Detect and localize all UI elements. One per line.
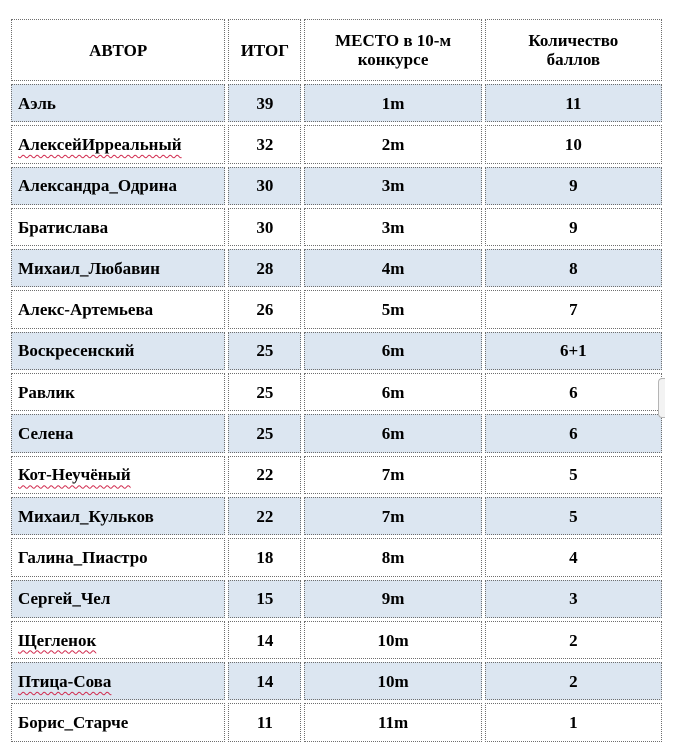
total-cell [228,703,301,741]
place-cell-text: 10m [377,630,409,650]
place-cell [304,538,481,576]
table-row [11,538,662,576]
points-cell [485,538,662,576]
total-cell [228,414,301,452]
table-row [11,497,662,535]
author-cell [11,167,225,205]
total-cell-text: 22 [256,506,274,526]
total-cell [228,290,301,328]
author-cell-text: Галина_Пиастро [18,547,148,567]
place-cell [304,373,481,411]
table-row [11,662,662,700]
header-points: Количество баллов [485,19,662,81]
points-cell-text: 10 [564,134,582,154]
points-cell [485,208,662,246]
place-cell [304,703,481,741]
author-cell [11,84,225,122]
place-cell-text: 4m [381,258,405,278]
place-cell [304,621,481,659]
table-row [11,208,662,246]
place-cell-text: 6m [381,341,405,361]
table-row [11,414,662,452]
place-cell [304,84,481,122]
points-cell [485,249,662,287]
header-row [11,19,662,81]
total-cell [228,125,301,163]
author-cell-text: Равлик [18,382,75,402]
total-cell-text: 30 [256,176,274,196]
author-cell [11,580,225,618]
points-cell [485,497,662,535]
author-cell-text: Братислава [18,217,109,237]
place-cell [304,208,481,246]
points-cell [485,580,662,618]
place-cell [304,662,481,700]
place-cell [304,249,481,287]
table-row [11,703,662,741]
table-row [11,249,662,287]
author-cell [11,538,225,576]
table-row [11,290,662,328]
author-cell [11,208,225,246]
total-cell-text: 25 [256,424,274,444]
total-cell [228,497,301,535]
author-cell-text: Щегленок [18,630,97,650]
points-cell [485,290,662,328]
place-cell-text: 7m [381,465,405,485]
points-cell [485,125,662,163]
total-cell-text: 30 [256,217,274,237]
place-cell [304,290,481,328]
total-cell [228,84,301,122]
total-cell-text: 15 [256,589,274,609]
header-total: ИТОГ [228,19,301,81]
author-cell-text: Селена [18,424,74,444]
place-cell-text: 9m [381,589,405,609]
author-cell-text: Сергей_Чел [18,589,111,609]
table-row [11,332,662,370]
table-body [11,84,662,742]
author-cell-text: АлексейИрреальный [18,134,182,154]
author-cell [11,249,225,287]
place-cell [304,167,481,205]
points-cell-text: 8 [569,258,578,278]
total-cell-text: 39 [256,93,274,113]
points-cell-text: 6 [569,424,578,444]
points-cell-text: 11 [565,93,582,113]
table-row [11,456,662,494]
total-cell-text: 32 [256,134,274,154]
author-cell [11,332,225,370]
points-cell-text: 2 [569,630,578,650]
author-cell-text: Птица-Сова [18,671,112,691]
points-cell [485,332,662,370]
points-cell [485,414,662,452]
place-cell [304,456,481,494]
total-cell-text: 18 [256,547,274,567]
total-cell [228,332,301,370]
author-cell-text: Кот-Неучёный [18,465,131,485]
points-cell-text: 3 [569,589,578,609]
table-row [11,621,662,659]
place-cell-text: 1m [381,93,405,113]
total-cell [228,662,301,700]
author-cell-text: Алекс-Артемьева [18,300,154,320]
author-cell-text: Михаил_Кульков [18,506,154,526]
total-cell-text: 26 [256,300,274,320]
table-row [11,167,662,205]
points-cell-text: 6 [569,382,578,402]
table-row [11,373,662,411]
place-cell-text: 3m [381,217,405,237]
total-cell-text: 11 [256,713,273,733]
points-cell [485,456,662,494]
place-cell-text: 2m [381,134,405,154]
place-cell [304,580,481,618]
place-cell-text: 8m [381,547,405,567]
author-cell [11,621,225,659]
place-cell [304,125,481,163]
table-row [11,580,662,618]
author-cell [11,414,225,452]
total-cell [228,167,301,205]
points-cell-text: 5 [569,506,578,526]
place-cell-text: 10m [377,671,409,691]
place-cell-text: 3m [381,176,405,196]
total-cell [228,621,301,659]
points-cell [485,703,662,741]
total-cell [228,456,301,494]
author-cell-text: Александра_Одрина [18,176,177,196]
place-cell [304,497,481,535]
place-cell-text: 7m [381,506,405,526]
place-cell-text: 6m [381,424,405,444]
total-cell-text: 25 [256,382,274,402]
points-cell-text: 4 [569,547,578,567]
total-cell [228,208,301,246]
total-cell-text: 28 [256,258,274,278]
place-cell-text: 5m [381,300,405,320]
total-cell [228,580,301,618]
total-cell-text: 14 [256,671,274,691]
place-cell [304,414,481,452]
points-cell [485,373,662,411]
points-cell-text: 9 [569,217,578,237]
total-cell [228,249,301,287]
points-cell [485,662,662,700]
author-cell [11,497,225,535]
total-cell-text: 22 [256,465,274,485]
points-cell-text: 1 [569,713,578,733]
place-cell-text: 11m [377,713,409,733]
results-table [8,16,665,745]
points-cell-text: 2 [569,671,578,691]
header-place: МЕСТО в 10-м конкурсе [304,19,481,81]
author-cell [11,703,225,741]
table-row [11,84,662,122]
header-author: АВТОР [11,19,225,81]
author-cell [11,456,225,494]
document-page [8,16,665,745]
author-cell [11,662,225,700]
scroll-edge-tab[interactable] [658,378,665,418]
table-row [11,125,662,163]
total-cell-text: 25 [256,341,274,361]
total-cell [228,538,301,576]
author-cell-text: Борис_Старче [18,713,129,733]
place-cell [304,332,481,370]
points-cell-text: 9 [569,176,578,196]
author-cell [11,373,225,411]
author-cell-text: Аэль [18,93,56,113]
points-cell-text: 5 [569,465,578,485]
points-cell-text: 7 [569,300,578,320]
points-cell [485,84,662,122]
author-cell-text: Воскресенский [18,341,135,361]
total-cell [228,373,301,411]
points-cell [485,621,662,659]
author-cell [11,290,225,328]
points-cell-text: 6+1 [560,341,587,361]
total-cell-text: 14 [256,630,274,650]
points-cell [485,167,662,205]
place-cell-text: 6m [381,382,405,402]
author-cell [11,125,225,163]
author-cell-text: Михаил_Любавин [18,258,160,278]
